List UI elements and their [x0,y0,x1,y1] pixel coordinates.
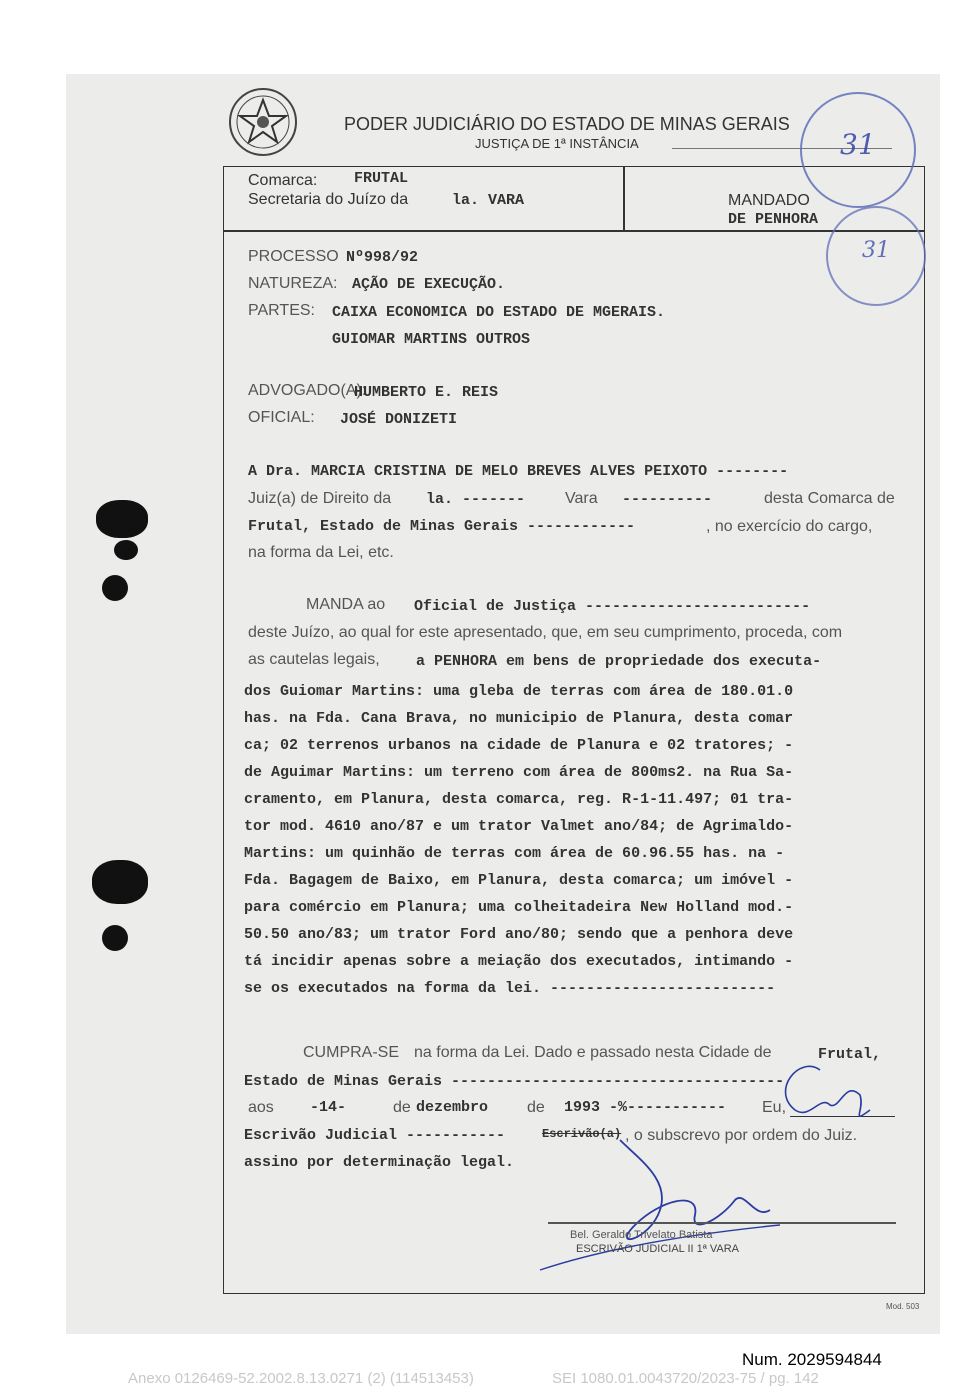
processo-label: PROCESSO [248,248,339,265]
manda-body-line: has. na Fda. Cana Brava, no municipio de Planura, desta comar [244,710,794,727]
comarca-value: FRUTAL [354,170,409,187]
punch-hole [92,860,148,904]
processo-number: Nº998/92 [346,249,419,266]
punch-hole [96,500,148,538]
escrivao-label: Escrivão Judicial ----------- [244,1127,506,1144]
document-type-subtitle: DE PENHORA [728,211,819,228]
subscrevo-text: , o subscrevo por ordem do Juiz. [625,1127,858,1144]
parte-1: CAIXA ECONOMICA DO ESTADO DE MGERAIS. [332,304,666,321]
judge-city: Frutal, Estado de Minas Gerais ------------ [248,518,636,535]
manda-line-3-label: as cautelas legais, [248,651,380,668]
vara-dashes: ---------- [622,491,713,508]
manda-line-3-value: a PENHORA em bens de propriedade dos executa- [416,653,822,670]
court-stamp [800,92,916,208]
secretaria-label: Secretaria do Juízo da [248,191,409,208]
date-year: 1993 -%----------- [564,1099,727,1116]
forma-da-lei: na forma da Lei, etc. [248,544,394,561]
juiz-value: la. ------- [426,491,526,508]
manda-body-line: tá incidir apenas sobre a meiação dos executados, intimando - [244,953,794,970]
advogado-value: HUMBERTO E. REIS [354,384,499,401]
comarca-de-label: desta Comarca de [764,490,895,507]
cumpra-se-text: na forma da Lei. Dado e passado nesta Cidade de [414,1044,772,1061]
secretaria-value: la. VARA [452,192,525,209]
signer-name: Bel. Geraldo Trivelato Batista [570,1229,713,1241]
date-month: dezembro [416,1099,489,1116]
manda-body-line: de Aguimar Martins: um terreno com área de 800ms2. na Rua Sa- [244,764,794,781]
manda-body-line: cramento, em Planura, desta comarca, reg. R-1-11.497; 01 tra- [244,791,794,808]
cumpra-se-label: CUMPRA-SE [303,1044,400,1061]
header-subtitle: JUSTIÇA DE 1ª INSTÂNCIA [475,136,639,151]
manda-body-line: Martins: um quinhão de terras com área de 60.96.55 has. na - [244,845,785,862]
manda-body-line: Fda. Bagagem de Baixo, em Planura, desta comarca; um imóvel - [244,872,794,889]
date-day: -14- [310,1099,347,1116]
judge-line: A Dra. MARCIA CRISTINA DE MELO BREVES ALVES PEIXOTO -------- [248,463,789,480]
footer-right: SEI 1080.01.0043720/2023-75 / pg. 142 [552,1370,819,1387]
cumpra-city: Frutal, [818,1046,882,1063]
header-title: PODER JUDICIÁRIO DO ESTADO DE MINAS GERAIS [344,114,790,134]
manda-body-line: dos Guiomar Martins: uma gleba de terras com área de 180.01.0 [244,683,794,700]
manda-oficial: Oficial de Justiça ------------------------- [414,598,811,615]
vara-label: Vara [565,490,598,507]
punch-hole [102,575,128,601]
stamp-number: 31 [862,238,890,263]
court-stamp [826,206,926,306]
document-number: Num. 2029594844 [742,1350,882,1369]
punch-hole [114,540,138,560]
de-label: de [393,1099,411,1116]
footer-left: Anexo 0126469-52.2002.8.13.0271 (2) (114513453) [128,1370,474,1387]
manda-line-2: deste Juízo, ao qual for este apresentado, que, em seu cumprimento, proceda, com [248,624,843,641]
manda-label: MANDA ao [306,596,386,613]
de-label: de [527,1099,545,1116]
oficial-value: JOSÉ DONIZETI [340,411,458,428]
manda-body-line: para comércio em Planura; uma colheitadeira New Holland mod.- [244,899,794,916]
manda-body-line: tor mod. 4610 ano/87 e um trator Valmet ano/84; de Agrimaldo- [244,818,794,835]
eu-label: Eu, [762,1099,787,1116]
document-type: MANDADO [728,192,810,209]
manda-body-line: ca; 02 terrenos urbanos na cidade de Planura e 02 tratores; - [244,737,794,754]
comarca-label: Comarca: [248,172,318,189]
advogado-label: ADVOGADO(A): [248,382,367,399]
oficial-label: OFICIAL: [248,409,315,426]
stamp-number: 31 [840,128,876,161]
signature-block-rule [548,1222,896,1224]
aos-label: aos [248,1099,274,1116]
header-box-vertical [623,166,625,230]
manda-body-line: se os executados na forma da lei. ------------------------- [244,980,776,997]
escrivao-struck: Escrivão(a) [542,1127,622,1141]
partes-label: PARTES: [248,302,315,319]
punch-hole [102,925,128,951]
assino-text: assino por determinação legal. [244,1154,515,1171]
signer-title: ESCRIVÃO JUDICIAL II 1ª VARA [576,1243,740,1255]
natureza-label: NATUREZA: [248,275,338,292]
juiz-label: Juiz(a) de Direito da [248,490,392,507]
coat-of-arms-emblem [222,86,304,158]
form-model-number: Mod. 503 [886,1302,920,1311]
natureza-value: AÇÃO DE EXECUÇÃO. [352,276,506,293]
exercicio-text: , no exercício do cargo, [706,518,873,535]
manda-body-line: 50.50 ano/83; um trator Ford ano/80; sendo que a penhora deve [244,926,794,943]
header-box-divider [223,230,925,232]
parte-2: GUIOMAR MARTINS OUTROS [332,331,531,348]
cumpra-state: Estado de Minas Gerais ------------------------------------- [244,1073,785,1090]
